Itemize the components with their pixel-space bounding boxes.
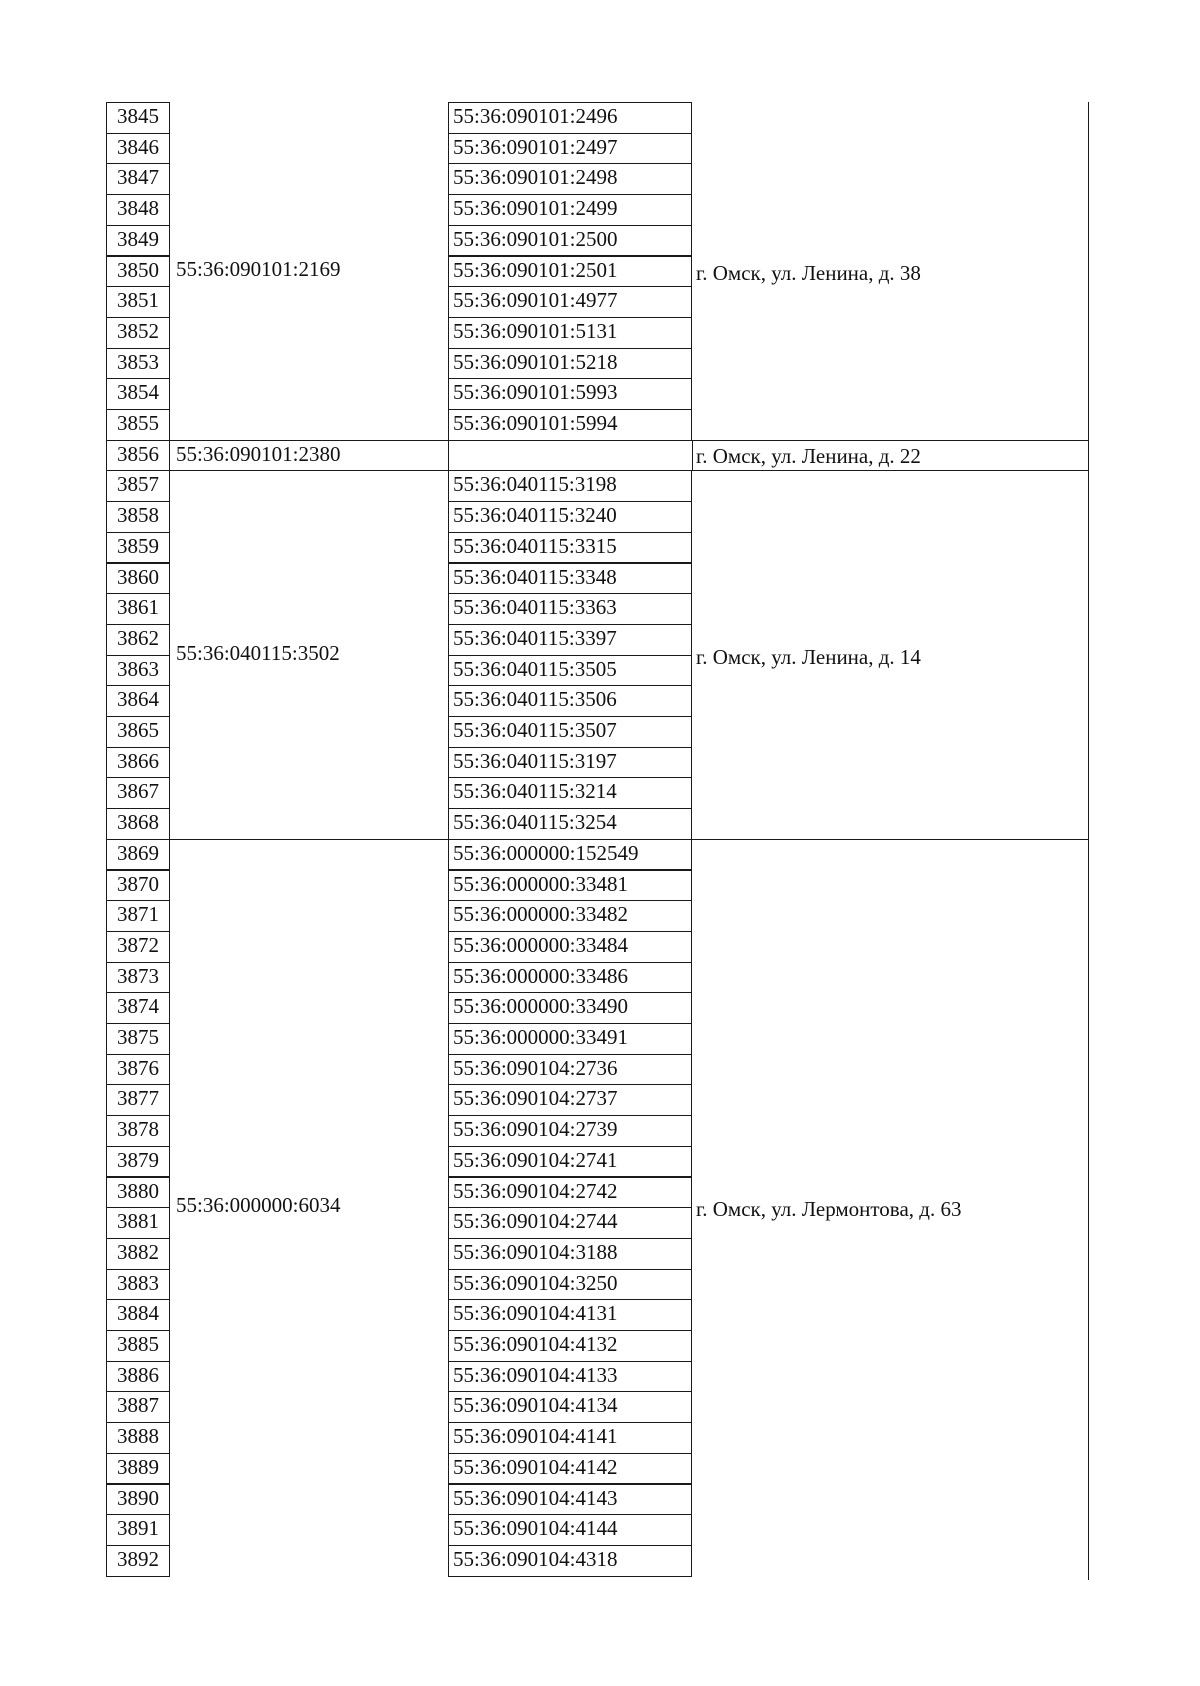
cadastral-number: 55:36:090104:4143: [448, 1484, 692, 1516]
parent-cadastral-number: 55:36:000000:6034: [176, 1193, 341, 1218]
address: г. Омск, ул. Ленина, д. 14: [696, 644, 921, 669]
cadastral-number: 55:36:040115:3348: [448, 563, 692, 595]
cadastral-number: 55:36:090104:4141: [448, 1422, 692, 1454]
row-number: 3872: [106, 931, 170, 963]
cadastral-number: 55:36:000000:33481: [448, 870, 692, 902]
cadastral-number: 55:36:090101:5218: [448, 348, 692, 380]
cadastral-number: 55:36:090101:2501: [448, 256, 692, 288]
row-number: 3882: [106, 1238, 170, 1270]
row-number: 3868: [106, 808, 170, 840]
cadastral-number: 55:36:090104:4133: [448, 1361, 692, 1393]
row-number: 3876: [106, 1054, 170, 1086]
group-separator: [170, 470, 1088, 471]
cadastral-number: 55:36:040115:3363: [448, 593, 692, 625]
cadastral-number: 55:36:090104:2741: [448, 1146, 692, 1178]
row-number: 3858: [106, 501, 170, 533]
cadastral-number: 55:36:090101:2496: [448, 102, 692, 134]
parent-cadastral-number: 55:36:090101:2169: [176, 256, 341, 281]
row-number: 3874: [106, 992, 170, 1024]
row-number: 3866: [106, 747, 170, 779]
row-number: 3849: [106, 225, 170, 257]
cadastral-number: 55:36:090104:4134: [448, 1391, 692, 1423]
row-number: 3889: [106, 1453, 170, 1485]
address: г. Омск, ул. Ленина, д. 38: [696, 260, 921, 285]
cadastral-number: 55:36:090101:2500: [448, 225, 692, 257]
row-number: 3852: [106, 317, 170, 349]
row-number: 3890: [106, 1484, 170, 1516]
row-number: 3877: [106, 1084, 170, 1116]
row-number: 3847: [106, 163, 170, 195]
group-separator: [170, 839, 1088, 840]
row-number: 3887: [106, 1391, 170, 1423]
row-number: 3878: [106, 1115, 170, 1147]
row-number: 3891: [106, 1514, 170, 1546]
cadastral-number: 55:36:090104:3250: [448, 1269, 692, 1301]
cadastral-number: 55:36:000000:33486: [448, 962, 692, 994]
cadastral-number: 55:36:090104:4144: [448, 1514, 692, 1546]
cadastral-number: 55:36:090104:3188: [448, 1238, 692, 1270]
row-number: 3859: [106, 532, 170, 564]
row-number: 3855: [106, 409, 170, 441]
row-number: 3865: [106, 716, 170, 748]
row-number: 3870: [106, 870, 170, 902]
row-number: 3863: [106, 655, 170, 687]
cadastral-number: 55:36:040115:3505: [448, 655, 692, 687]
cadastral-number: 55:36:090104:2744: [448, 1207, 692, 1239]
cadastral-number: 55:36:090104:4318: [448, 1545, 692, 1577]
cadastral-number: 55:36:040115:3214: [448, 777, 692, 809]
row-number: 3875: [106, 1023, 170, 1055]
cadastral-number: 55:36:040115:3507: [448, 716, 692, 748]
group-separator: [170, 440, 1088, 441]
row-number: 3856: [106, 440, 170, 472]
row-number: 3846: [106, 133, 170, 165]
cadastral-number: 55:36:000000:33491: [448, 1023, 692, 1055]
row-number: 3860: [106, 563, 170, 595]
cadastral-number: 55:36:090104:2736: [448, 1054, 692, 1086]
cadastral-number: 55:36:040115:3198: [448, 470, 692, 502]
row-number: 3883: [106, 1269, 170, 1301]
row-number: 3880: [106, 1177, 170, 1209]
cadastral-number: 55:36:090104:2739: [448, 1115, 692, 1147]
row-number: 3873: [106, 962, 170, 994]
row-number: 3864: [106, 685, 170, 717]
cadastral-number: 55:36:090101:4977: [448, 286, 692, 318]
row-number: 3862: [106, 624, 170, 656]
table-right-border: [1088, 102, 1089, 1580]
row-number: 3857: [106, 470, 170, 502]
row-number: 3884: [106, 1299, 170, 1331]
cadastral-number: 55:36:090101:5994: [448, 409, 692, 441]
cadastral-number: 55:36:040115:3315: [448, 532, 692, 564]
row-number: 3892: [106, 1545, 170, 1577]
cadastral-number: 55:36:040115:3240: [448, 501, 692, 533]
cadastral-number: 55:36:000000:33490: [448, 992, 692, 1024]
row-number: 3881: [106, 1207, 170, 1239]
row-number: 3879: [106, 1146, 170, 1178]
cadastral-number: 55:36:000000:33484: [448, 931, 692, 963]
cadastral-number: 55:36:090104:4131: [448, 1299, 692, 1331]
row-number: 3850: [106, 256, 170, 288]
cadastral-number: 55:36:090104:4142: [448, 1453, 692, 1485]
cadastral-number: 55:36:040115:3506: [448, 685, 692, 717]
row-number: 3861: [106, 593, 170, 625]
address: г. Омск, ул. Лермонтова, д. 63: [696, 1197, 962, 1222]
row-number: 3888: [106, 1422, 170, 1454]
row-number: 3845: [106, 102, 170, 134]
row-number: 3871: [106, 900, 170, 932]
cadastral-number: 55:36:090101:5131: [448, 317, 692, 349]
address: г. Омск, ул. Ленина, д. 22: [696, 443, 921, 468]
cadastral-number: 55:36:090104:4132: [448, 1330, 692, 1362]
row-number: 3853: [106, 348, 170, 380]
row-number: 3867: [106, 777, 170, 809]
cadastral-number: 55:36:090101:2499: [448, 194, 692, 226]
row-number: 3851: [106, 286, 170, 318]
cadastral-number: 55:36:000000:33482: [448, 900, 692, 932]
column-divider: [448, 440, 449, 471]
parent-cadastral-number: 55:36:090101:2380: [176, 441, 341, 466]
cadastral-number: 55:36:040115:3397: [448, 624, 692, 656]
parent-cadastral-number: 55:36:040115:3502: [176, 640, 340, 665]
row-number: 3848: [106, 194, 170, 226]
row-number: 3869: [106, 839, 170, 871]
column-divider: [692, 440, 693, 471]
cadastral-number: 55:36:090104:2742: [448, 1177, 692, 1209]
cadastral-number: 55:36:090101:2498: [448, 163, 692, 195]
row-number: 3886: [106, 1361, 170, 1393]
cadastral-number: 55:36:040115:3254: [448, 808, 692, 840]
cadastral-number: 55:36:000000:152549: [448, 839, 692, 871]
cadastral-number: 55:36:090101:2497: [448, 133, 692, 165]
cadastral-number: 55:36:090104:2737: [448, 1084, 692, 1116]
row-number: 3885: [106, 1330, 170, 1362]
row-number: 3854: [106, 378, 170, 410]
cadastral-number: 55:36:090101:5993: [448, 378, 692, 410]
cadastral-number: 55:36:040115:3197: [448, 747, 692, 779]
